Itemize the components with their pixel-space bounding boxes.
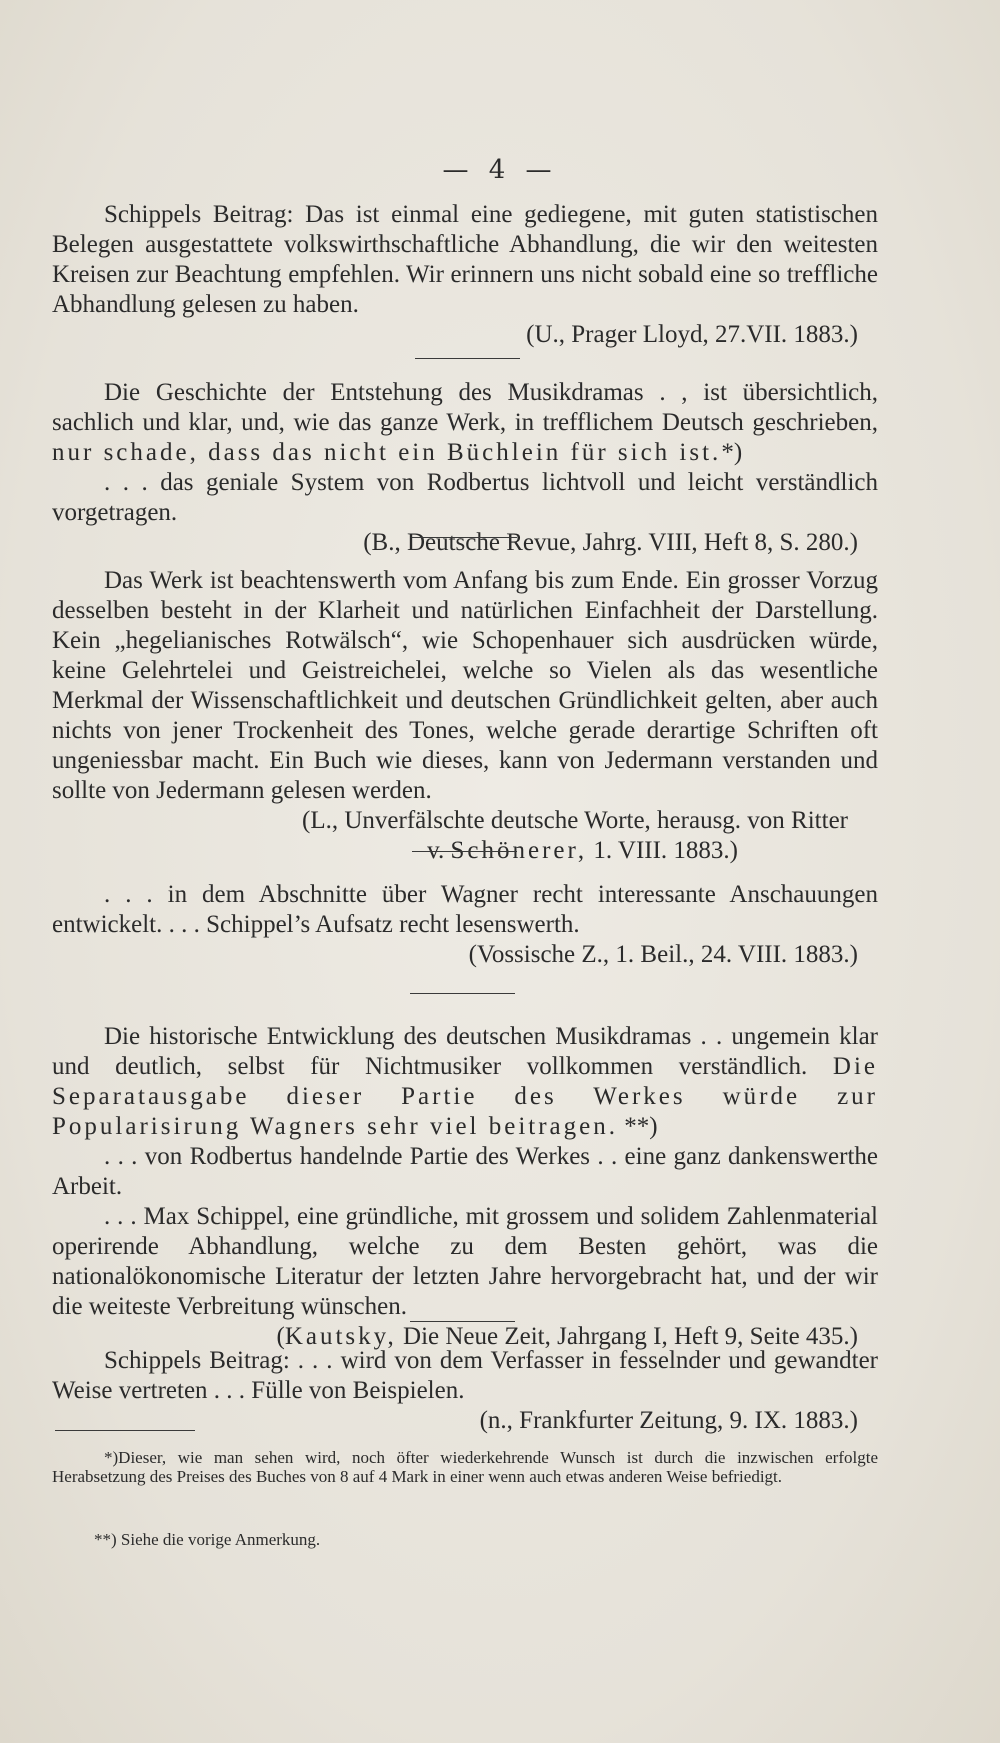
footnote-mark: *) <box>721 439 743 466</box>
footnote-1: *)Dieser, wie man sehen wird, noch öfter wiederkehrende Wunsch ist durch die inzwischen erfolgte Herabsetzung des Preises des Buches von 8 auf 4 Mark in einer wenn auch etwas anderen Weise befriedigt. <box>52 1448 878 1486</box>
review-text: . . . von Rodbertus handelnde Partie des Werkes . . eine ganz dankenswerthe Arbeit. <box>52 1143 878 1200</box>
review-neue-zeit <box>52 1022 878 1352</box>
section-divider <box>412 851 517 852</box>
footnote-2: **) Siehe die vorige Anmerkung. <box>94 1530 321 1549</box>
review-text: . . . in dem Abschnitte über Wagner recht interessante Anschauungen entwickelt. . . . Schippel’s Aufsatz recht lesenswerth. <box>52 881 878 938</box>
footnote-separator <box>55 1430 195 1431</box>
section-divider <box>410 1321 515 1322</box>
review-source: (U., Prager Lloyd, 27.VII. 1883.) <box>526 321 858 348</box>
review-source: (n., Frankfurter Zeitung, 9. IX. 1883.) <box>479 1407 858 1434</box>
review-text: Das Werk ist beachtenswerth vom Anfang bis zum Ende. Ein grosser Vorzug desselben besteht in der Klarheit und natürlichen Einfachheit der Darstellung. Kein „hegelianisches Rotwälsch“, wie Schopenhauer sich ausdrücken würde, keine Gelehrtelei und Geistreichelei, welche so Vielen als das wesentliche Merkmal der Wissenschaftlichkeit und deutschen Gründlichkeit gelten, aber auch nichts von jener Trockenheit des Tones, welche gerade derartige Schriften oft ungeniessbar macht. Ein Buch wie dieses, kann von Jedermann verstanden und sollte von Jedermann gelesen werden. <box>52 567 878 804</box>
review-text: . . . Max Schippel, eine gründliche, mit grossem und solidem Zahlenmaterial operirende Abhandlung, welche zu dem Besten gehört, was die nationalökonomische Literatur der letzten Jahre hervorgebracht hat, und der wir die weiteste Verbreitung wünschen. <box>52 1203 878 1320</box>
review-source-line-2: v. Schönerer, 1. VIII. 1883.) <box>427 837 738 864</box>
review-vossische-zeitung <box>52 880 878 970</box>
review-unverfaelschte-worte <box>52 566 878 866</box>
review-frankfurter-zeitung <box>52 1346 878 1436</box>
emphasized-text: nur schade, dass das nicht ein Büchlein für sich ist. <box>52 439 722 466</box>
review-source: (Kautsky, Die Neue Zeit, Jahrgang I, Heft 9, Seite 435.) <box>276 1323 858 1350</box>
review-source-line-1: (L., Unverfälschte deutsche Worte, herausg. von Ritter <box>302 807 848 834</box>
review-prager-lloyd <box>52 200 878 350</box>
review-text: Schippels Beitrag: . . . wird von dem Verfasser in fesselnder und gewandter Weise vertreten . . . Fülle von Beispielen. <box>52 1347 878 1404</box>
footnote-mark: **) <box>618 1113 658 1140</box>
review-deutsche-revue <box>52 378 878 558</box>
review-text: Schippels Beitrag: Das ist einmal eine gediegene, mit guten statistischen Belegen ausgestattete volkswirthschaftliche Abhandlung, die wir den weitesten Kreisen zur Beachtung empfehlen. Wir erinnern uns nicht sobald eine so treffliche Abhandlung gelesen zu haben. <box>52 201 878 318</box>
section-divider <box>410 993 515 994</box>
emphasized-text: Die Separatausgabe dieser Partie des Werkes würde zur Popularisirung Wagners sehr viel beitragen. <box>52 1053 878 1140</box>
review-text: Die Geschichte der Entstehung des Musikdramas . , ist übersichtlich, sachlich und klar, und, wie das ganze Werk, in trefflichem Deutsch geschrieben, nur schade, dass das nicht ein Büchlein für sich ist.*) <box>52 379 878 466</box>
emphasized-text: Schönerer, <box>450 837 588 864</box>
review-source: (Vossische Z., 1. Beil., 24. VIII. 1883.) <box>468 941 858 968</box>
section-divider <box>412 537 517 538</box>
review-source: (B., Deutsche Revue, Jahrg. VIII, Heft 8, S. 280.) <box>363 529 858 556</box>
page-number: — 4 — <box>442 155 558 185</box>
review-text: . . . das geniale System von Rodbertus lichtvoll und leicht verständlich vorgetragen. <box>52 469 878 526</box>
section-divider <box>415 358 520 359</box>
review-text: Die historische Entwicklung des deutschen Musikdramas . . ungemein klar und deutlich, selbst für Nichtmusiker vollkommen verständlich. Die Separatausgabe dieser Partie des Werkes würde zur Popularisirung Wagners sehr viel beitragen. **) <box>52 1023 878 1140</box>
emphasized-text: Kautsky, <box>284 1323 397 1350</box>
